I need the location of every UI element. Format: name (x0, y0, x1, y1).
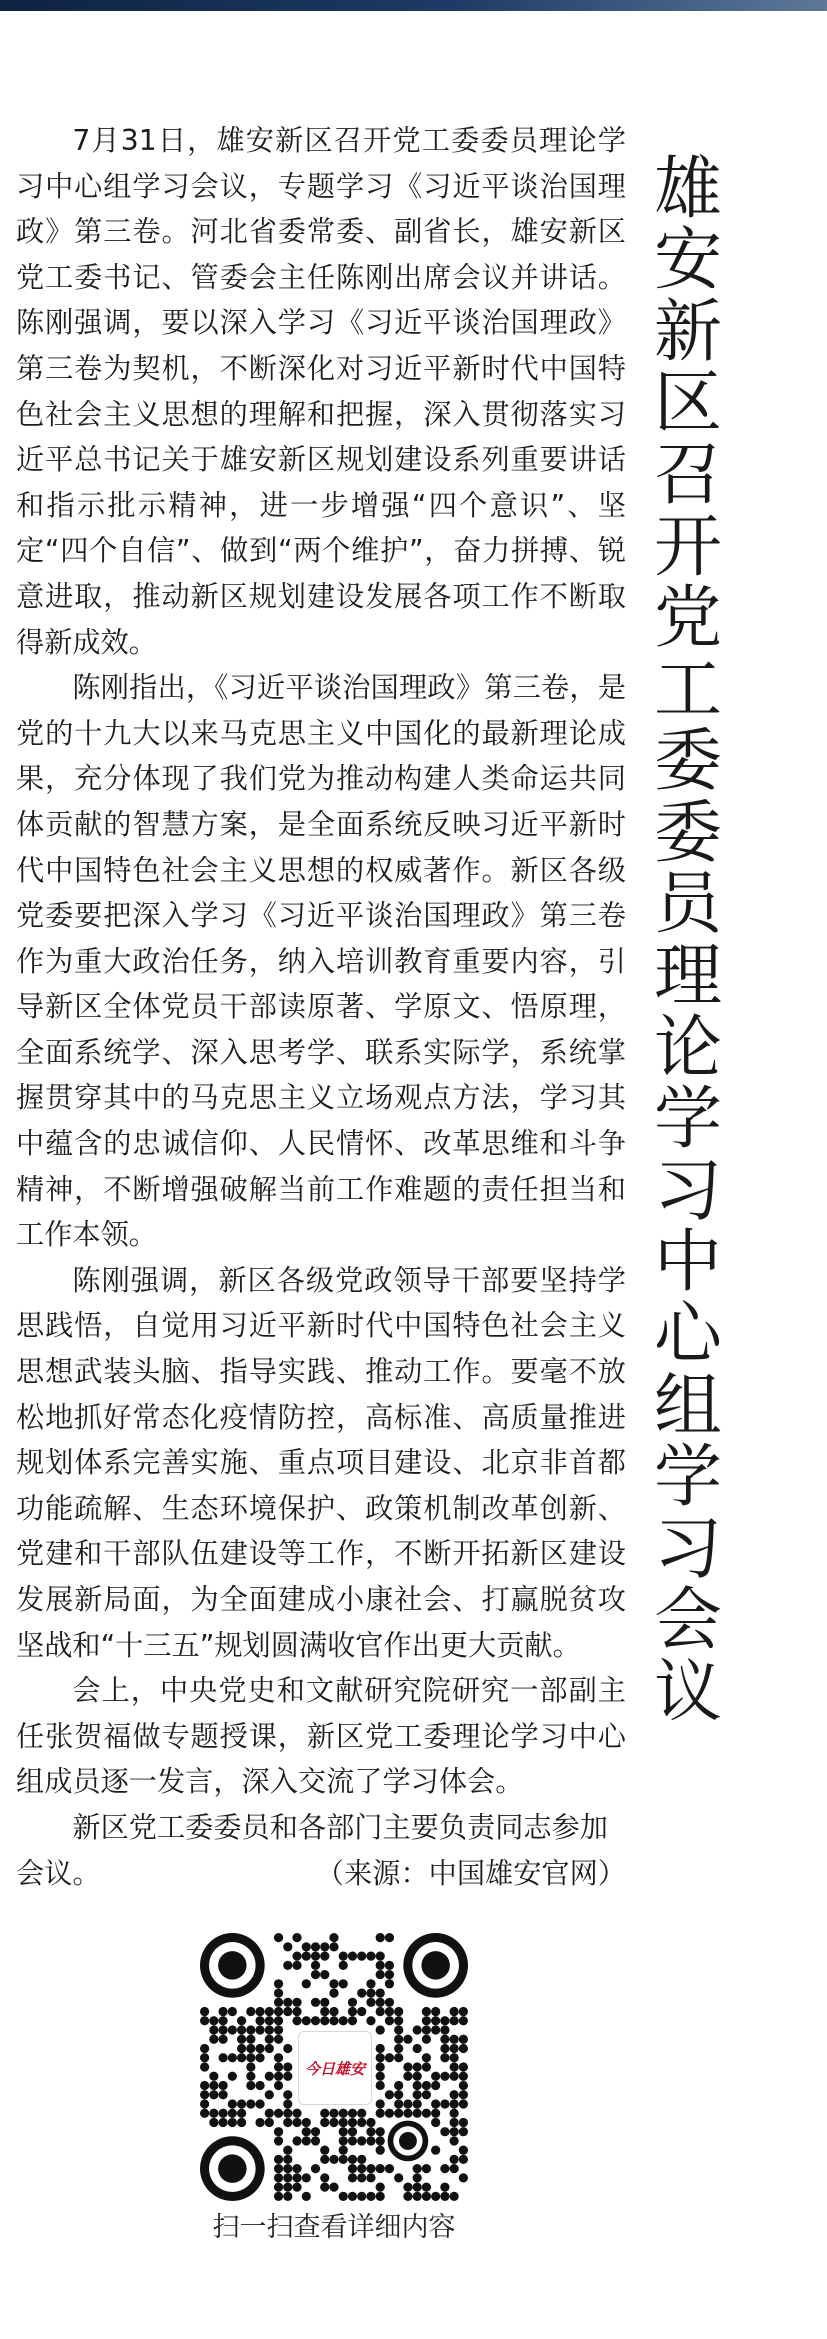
article-paragraph: 陈刚强调，新区各级党政领导干部要坚持学思践悟，自觉用习近平新时代中国特色社会主义思想武装头脑、指导实践、推动工作。要毫不放松地抓好常态化疫情防控，高标准、高质量推进规划体系完善实施、重点项目建设、北京非首都功能疏解、生态环境保护、政策机制改革创新、党建和干部队伍建设等工作，不断开拓新区建设发展新局面，为全面建成小康社会、打赢脱贫攻坚战和“十三五”规划圆满收官作出更大贡献。 (16, 1263, 626, 1662)
top-accent-bar (0, 0, 827, 11)
article-body (16, 118, 626, 1896)
qr-logo-text: 今日雄安 (304, 2059, 365, 2078)
closing-paragraph (16, 1805, 626, 1896)
qr-logo-badge (298, 2031, 372, 2105)
article-paragraph: 会上，中央党史和文献研究院研究一部副主任张贺福做专题授课，新区党工委理论学习中心组成员逐一发言，深入交流了学习体会。 (16, 1674, 626, 1799)
article-paragraph: 7月31日，雄安新区召开党工委委员理论学习中心组学习会议，专题学习《习近平谈治国理政》第三卷。河北省委常委、副省长，雄安新区党工委书记、管委会主任陈刚出席会议并讲话。陈刚强调，要以深入学习《习近平谈治国理政》第三卷为契机，不断深化对习近平新时代中国特色社会主义思想的理解和把握，深入贯彻落实习近平总书记关于雄安新区规划建设系列重要讲话和指示批示精神，进一步增强“四个意识”、坚定“四个自信”、做到“两个维护”，奋力拼搏、锐意进取，推动新区规划建设发展各项工作不断取得新成效。 (16, 124, 626, 659)
vertical-title: 雄安新区召开党工委委员理论学习中心组学习会议 (653, 149, 722, 1733)
qr-caption: 扫一扫查看详细内容 (212, 2212, 456, 2243)
article-paragraph: 陈刚指出，《习近平谈治国理政》第三卷，是党的十九大以来马克思主义中国化的最新理论成果，充分体现了我们党为推动构建人类命运共同体贡献的智慧方案，是全面系统反映习近平新时代中国特色社会主义思想的权威著作。新区各级党委要把深入学习《习近平谈治国理政》第三卷作为重大政治任务，纳入培训教育重要内容，引导新区全体党员干部读原著、学原文、悟原理，全面系统学、深入思考学、联系实际学，系统掌握贯穿其中的马克思主义立场观点方法，学习其中蕴含的忠诚信仰、人民情怀、改革思维和斗争精神，不断增强破解当前工作难题的责任担当和工作本领。 (16, 671, 626, 1252)
source-note: （来源：中国雄安官网） (315, 1856, 626, 1890)
closing-tail: 会议。 (16, 1856, 101, 1890)
closing-lead: 新区党工委委员和各部门主要负责同志参加 (72, 1810, 608, 1844)
qr-code[interactable] (200, 1933, 468, 2201)
